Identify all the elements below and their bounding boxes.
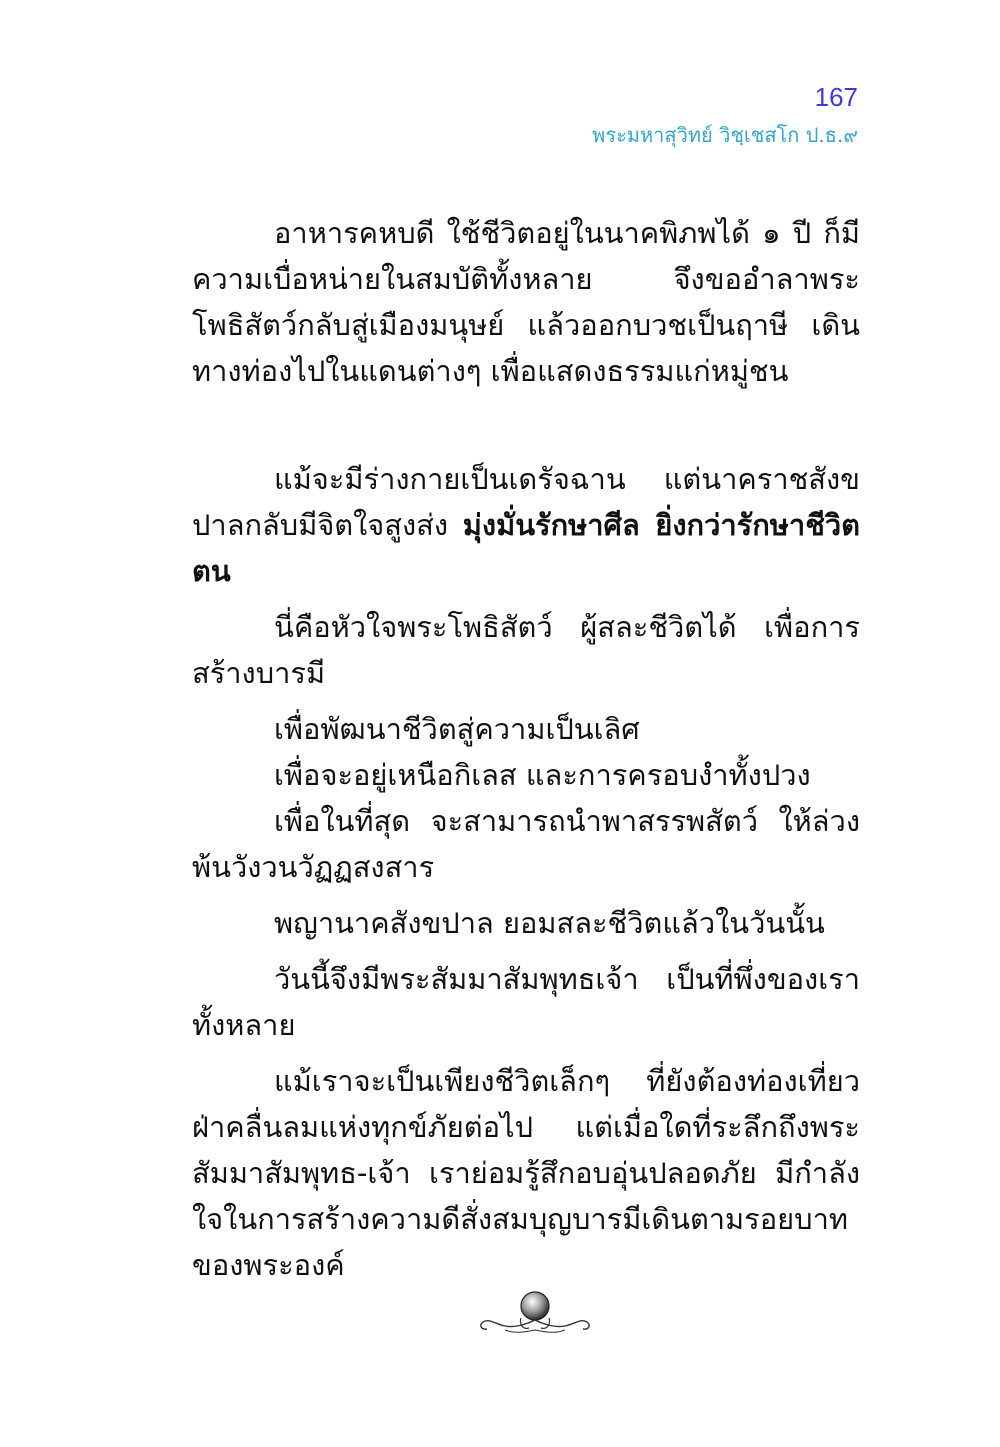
running-head: พระมหาสุวิทย์ วิชฺเชสโก ป.ธ.๙ <box>592 123 858 147</box>
paragraph-8: วันนี้จึงมีพระสัมมาสัมพุทธเจ้า เป็นที่พึ่งของเราทั้งหลาย <box>192 962 860 1042</box>
paragraph-9: แม้เราจะเป็นเพียงชีวิตเล็กๆ ที่ยังต้องท่องเที่ยวฝ่าคลื่นลมแห่งทุกข์ภัยต่อไป แต่เมื่อใดที่ระลึกถึงพระสัมมาสัมพุทธ-เจ้า เราย่อมรู้สึกอบอุ่นปลอดภัย มีกำลังใจในการสร้างความดีสั่งสมบุญบารมีเดินตามรอยบาทของพระองค์ <box>192 1064 860 1282</box>
body-text <box>192 210 860 1288</box>
page-number: 167 <box>814 82 858 112</box>
page-header <box>592 80 858 150</box>
list-line-2: เพื่อจะอยู่เหนือกิเลส และการครอบงำทั้งปวง <box>274 758 811 792</box>
paragraph-1: อาหารคหบดี ใช้ชีวิตอยู่ในนาคพิภพได้ ๑ ปี ก็มีความเบื่อหน่ายในสมบัติทั้งหลาย จึงขออำลาพระโพธิสัตว์กลับสู่เมืองมนุษย์ แล้วออกบวชเป็นฤาษี เดินทางท่องไปในแดนต่างๆ เพื่อแสดงธรรมแก่หมู่ชน <box>192 216 860 388</box>
list-line-3: เพื่อในที่สุด จะสามารถนำพาสรรพสัตว์ ให้ล่วงพ้นวังวนวัฏฏสงสาร <box>192 804 860 884</box>
list-line-1: เพื่อพัฒนาชีวิตสู่ความเป็นเลิศ <box>274 712 640 746</box>
paragraph-2 <box>192 456 860 594</box>
paragraph-2-text: แม้จะมีร่างกายเป็นเดรัจฉาน แต่นาคราชสังขปาลกลับมีจิตใจสูงส่ง <box>192 462 860 542</box>
paragraph-7: พญานาคสังขปาล ยอมสละชีวิตแล้วในวันนั้น <box>274 906 825 940</box>
pearl-scroll-ornament-icon <box>475 1288 595 1342</box>
paragraph-3: นี่คือหัวใจพระโพธิสัตว์ ผู้สละชีวิตได้ เพื่อการสร้างบารมี <box>192 610 860 690</box>
paragraph-2-emphasis: มุ่งมั่นรักษาศีล ยิ่งกว่ารักษาชีวิตตน <box>192 508 860 588</box>
